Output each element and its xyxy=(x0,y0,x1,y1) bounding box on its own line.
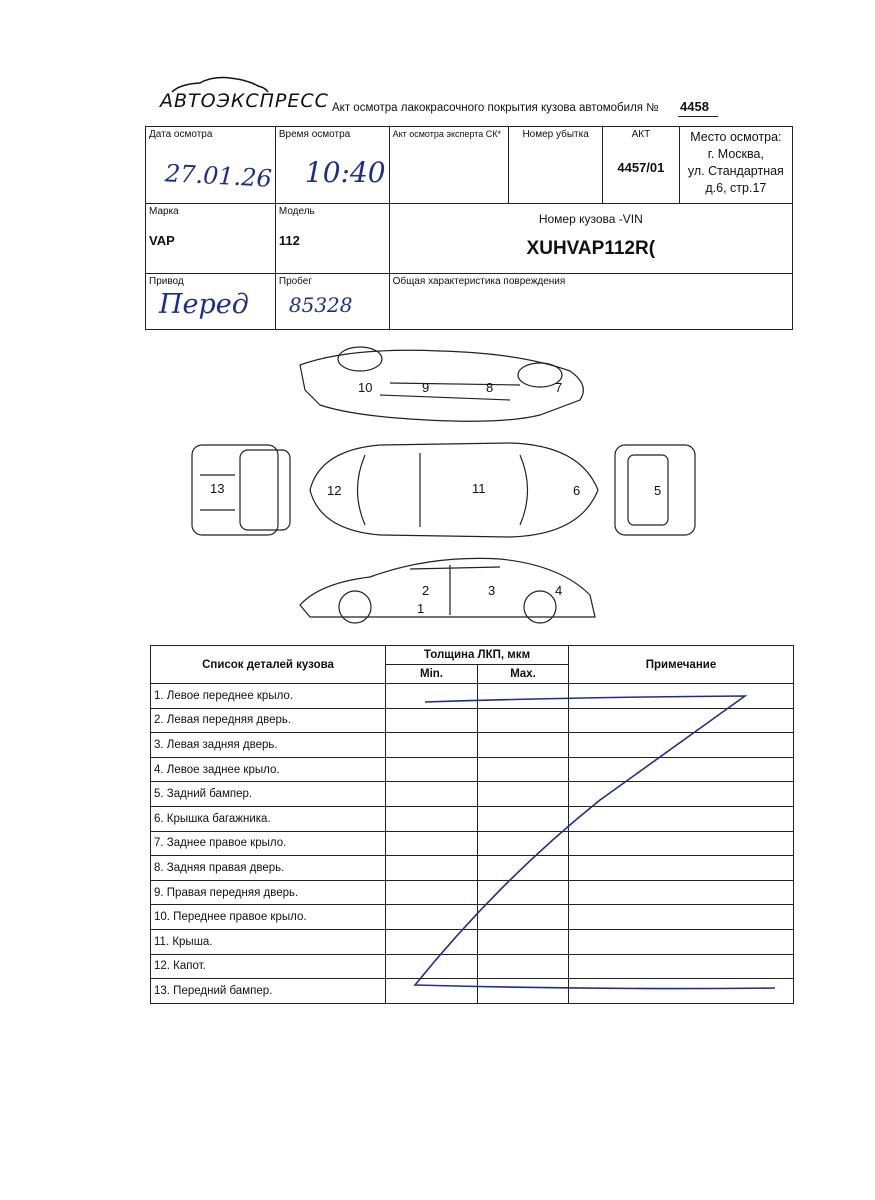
date-cell xyxy=(146,127,276,204)
mileage-cell xyxy=(275,274,389,330)
zone-5: 5 xyxy=(654,483,662,498)
max-cell xyxy=(478,708,569,733)
note-cell xyxy=(569,733,794,758)
right-side-view xyxy=(300,347,583,421)
act-label: АКТ xyxy=(631,129,651,140)
part-name-cell: 5. Задний бампер. xyxy=(151,782,386,807)
brand-value: VAP xyxy=(149,233,175,248)
loss-cell xyxy=(509,127,603,204)
min-cell xyxy=(386,880,478,905)
parts-table xyxy=(150,645,794,1004)
note-cell xyxy=(569,684,794,709)
top-view xyxy=(310,443,598,537)
min-cell xyxy=(386,979,478,1004)
part-name-cell: 8. Задняя правая дверь. xyxy=(151,856,386,881)
time-cell xyxy=(275,127,389,204)
max-cell xyxy=(478,684,569,709)
max-cell xyxy=(478,806,569,831)
max-cell xyxy=(478,905,569,930)
header-thickness: Толщина ЛКП, мкм xyxy=(386,646,569,665)
damage-label: Общая характеристика повреждения xyxy=(392,276,566,287)
zone-13: 13 xyxy=(210,481,225,496)
place-city: г. Москва, xyxy=(707,147,764,161)
min-cell xyxy=(386,733,478,758)
note-cell xyxy=(569,856,794,881)
place-street: ул. Стандартная xyxy=(687,164,784,178)
model-value: 112 xyxy=(278,233,300,248)
min-cell xyxy=(386,757,478,782)
max-cell xyxy=(478,733,569,758)
date-label: Дата осмотра xyxy=(149,129,213,140)
header-min: Min. xyxy=(386,665,478,684)
part-name-cell: 1. Левое переднее крыло. xyxy=(151,684,386,709)
drive-value: Перед xyxy=(159,289,249,320)
note-cell xyxy=(569,708,794,733)
zone-4: 4 xyxy=(555,583,563,598)
table-row xyxy=(151,782,794,807)
part-name-cell: 4. Левое заднее крыло. xyxy=(151,757,386,782)
table-row xyxy=(151,905,794,930)
time-label: Время осмотра xyxy=(278,129,351,140)
part-name-cell: 2. Левая передняя дверь. xyxy=(151,708,386,733)
max-cell xyxy=(478,880,569,905)
max-cell xyxy=(478,757,569,782)
max-cell xyxy=(478,929,569,954)
zone-12: 12 xyxy=(327,483,342,498)
expert-label: Акт осмотра эксперта СК* xyxy=(392,129,501,139)
table-row xyxy=(151,831,794,856)
mileage-value: 85328 xyxy=(288,293,353,317)
note-cell xyxy=(569,979,794,1004)
max-cell xyxy=(478,979,569,1004)
zone-7: 7 xyxy=(555,380,563,395)
time-value: 10:40 xyxy=(304,156,386,189)
table-row xyxy=(151,880,794,905)
date-value: 27.01.26 xyxy=(164,159,273,193)
brand-cell xyxy=(146,204,276,274)
max-cell xyxy=(478,831,569,856)
place-label: Место осмотра: xyxy=(690,130,782,144)
max-cell xyxy=(478,954,569,979)
act-value: 4457/01 xyxy=(617,160,665,175)
min-cell xyxy=(386,856,478,881)
table-row xyxy=(151,929,794,954)
part-name-cell: 7. Заднее правое крыло. xyxy=(151,831,386,856)
max-cell xyxy=(478,782,569,807)
table-row xyxy=(151,856,794,881)
loss-label: Номер убытка xyxy=(522,129,589,140)
document-number: 4458 xyxy=(680,99,709,114)
table-row xyxy=(151,979,794,1004)
table-row xyxy=(151,684,794,709)
header-parts: Список деталей кузова xyxy=(151,646,386,684)
note-cell xyxy=(569,905,794,930)
number-underline xyxy=(678,116,718,117)
parts-rows xyxy=(151,684,794,1004)
zone-8: 8 xyxy=(486,380,494,395)
min-cell xyxy=(386,806,478,831)
table-row xyxy=(151,708,794,733)
zone-6: 6 xyxy=(573,483,581,498)
part-name-cell: 9. Правая передняя дверь. xyxy=(151,880,386,905)
act-cell xyxy=(603,127,680,204)
min-cell xyxy=(386,905,478,930)
header-max: Max. xyxy=(478,665,569,684)
min-cell xyxy=(386,684,478,709)
part-name-cell: 11. Крыша. xyxy=(151,929,386,954)
drive-cell xyxy=(146,274,276,330)
min-cell xyxy=(386,782,478,807)
table-row xyxy=(151,733,794,758)
zone-3: 3 xyxy=(488,583,496,598)
place-cell xyxy=(679,127,792,204)
document-title: Акт осмотра лакокрасочного покрытия кузова автомобиля № xyxy=(332,102,659,114)
drive-label: Привод xyxy=(149,276,184,287)
note-cell xyxy=(569,954,794,979)
zone-10: 10 xyxy=(358,380,373,395)
min-cell xyxy=(386,831,478,856)
damage-cell xyxy=(389,274,792,330)
info-grid xyxy=(145,126,793,330)
brand-label: Марка xyxy=(149,206,179,217)
note-cell xyxy=(569,929,794,954)
min-cell xyxy=(386,954,478,979)
zone-11: 11 xyxy=(472,481,486,496)
car-body-diagram xyxy=(180,345,710,635)
zone-1: 1 xyxy=(417,601,425,616)
left-side-view xyxy=(300,558,595,623)
table-row xyxy=(151,954,794,979)
expert-cell xyxy=(389,127,509,204)
vin-cell xyxy=(389,204,792,274)
place-building: д.6, стр.17 xyxy=(705,181,767,195)
part-name-cell: 12. Капот. xyxy=(151,954,386,979)
front-view xyxy=(192,445,290,535)
note-cell xyxy=(569,782,794,807)
zone-9: 9 xyxy=(422,380,430,395)
model-label: Модель xyxy=(278,206,315,217)
header-note: Примечание xyxy=(569,646,794,684)
min-cell xyxy=(386,929,478,954)
vin-label: Номер кузова -VIN xyxy=(538,212,643,226)
part-name-cell: 6. Крышка багажника. xyxy=(151,806,386,831)
note-cell xyxy=(569,880,794,905)
note-cell xyxy=(569,831,794,856)
table-row xyxy=(151,757,794,782)
company-logo: АВТОЭКСПРЕСС xyxy=(160,90,329,112)
table-row xyxy=(151,806,794,831)
min-cell xyxy=(386,708,478,733)
note-cell xyxy=(569,757,794,782)
model-cell xyxy=(275,204,389,274)
part-name-cell: 13. Передний бампер. xyxy=(151,979,386,1004)
part-name-cell: 10. Переднее правое крыло. xyxy=(151,905,386,930)
part-name-cell: 3. Левая задняя дверь. xyxy=(151,733,386,758)
zone-2: 2 xyxy=(422,583,430,598)
mileage-label: Пробег xyxy=(278,276,313,287)
max-cell xyxy=(478,856,569,881)
note-cell xyxy=(569,806,794,831)
vin-value: XUHVAP112R( xyxy=(526,238,656,259)
